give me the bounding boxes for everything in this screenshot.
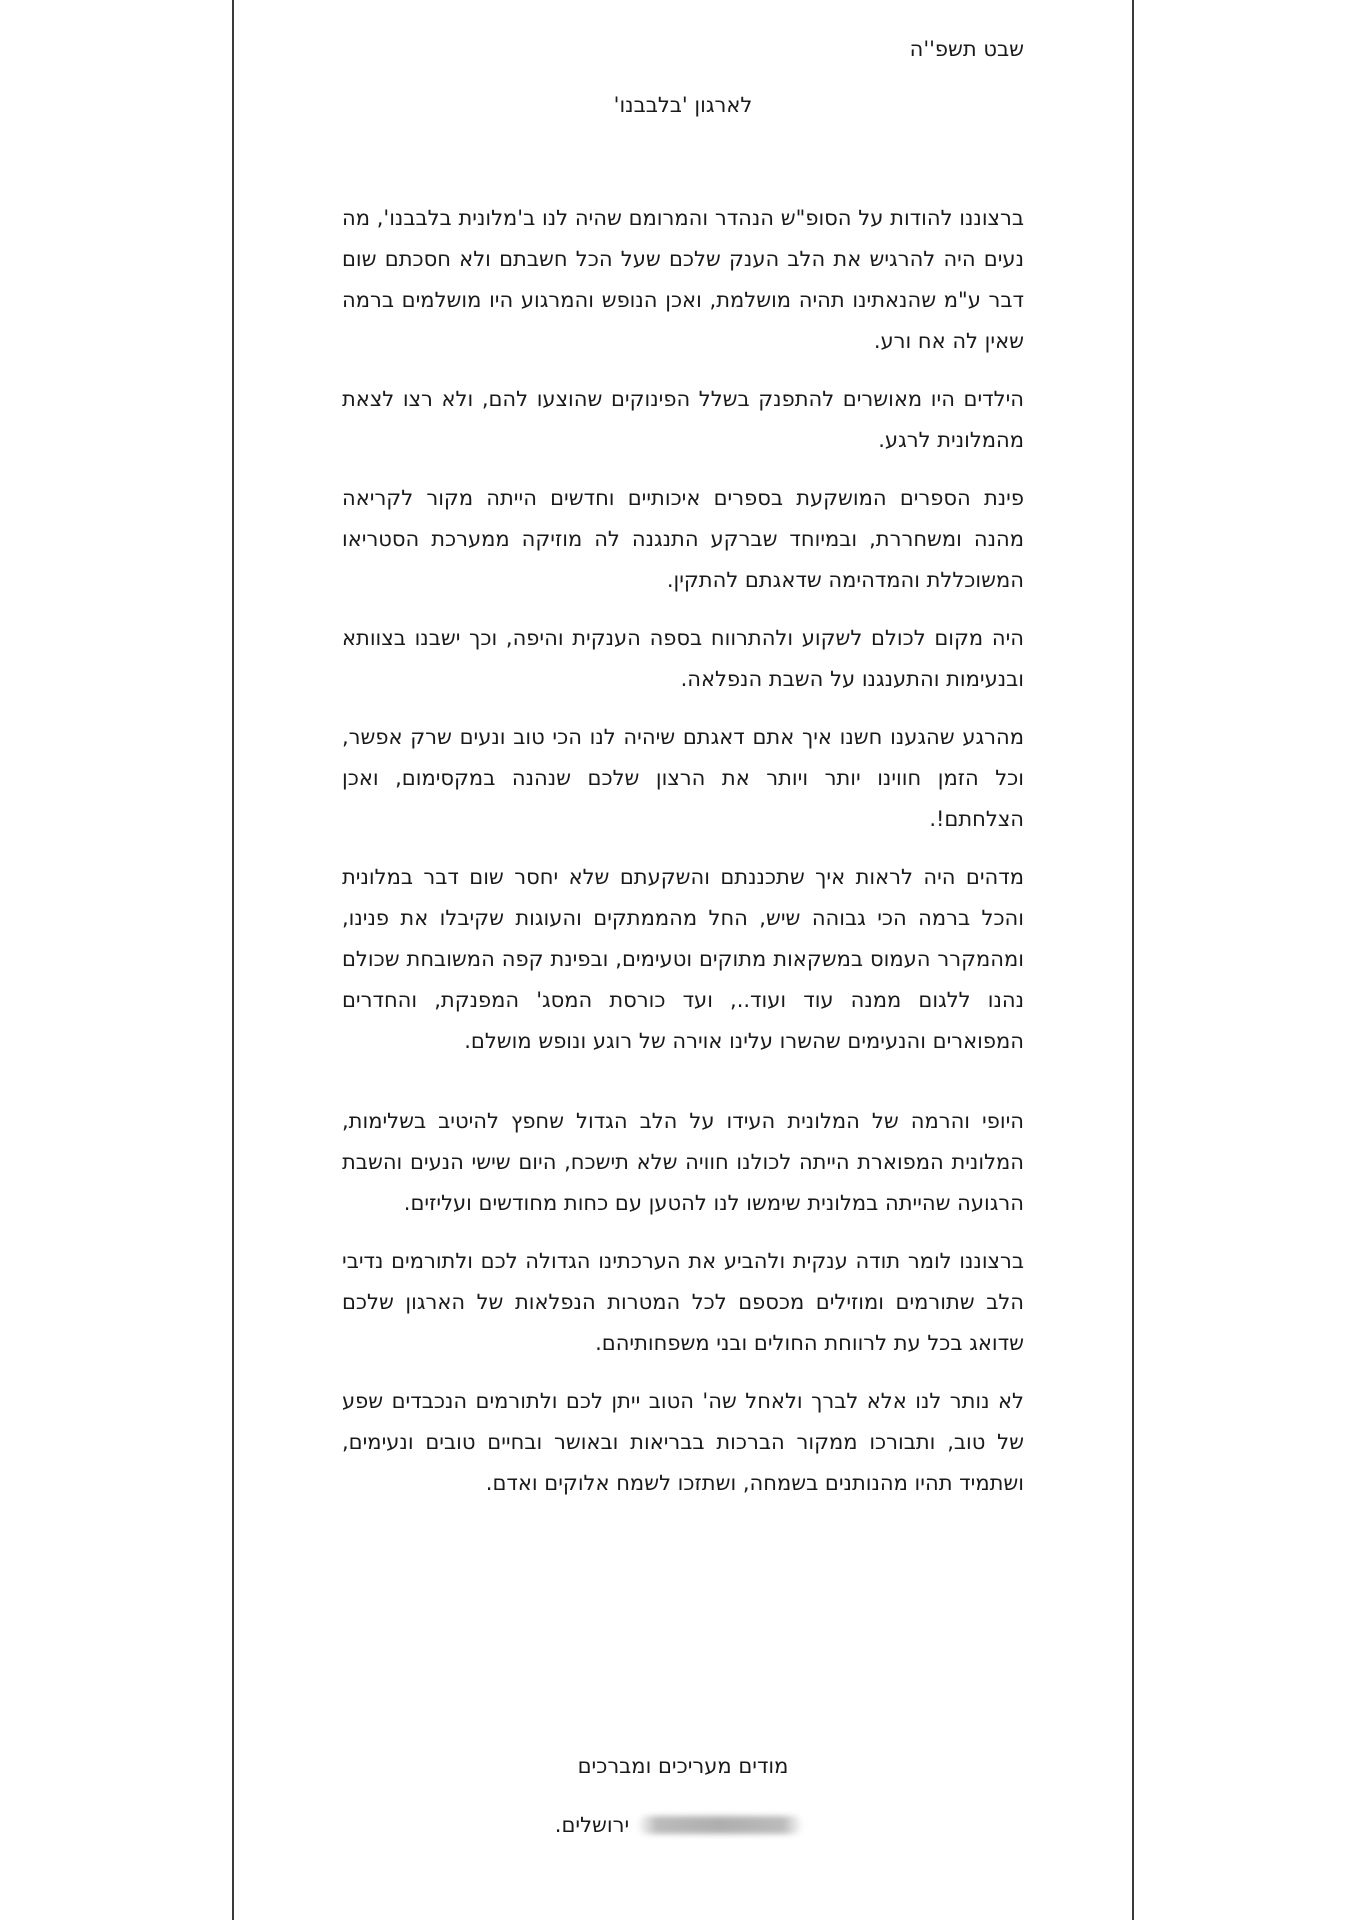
paragraph-thanks-weekend: ברצוננו להודות על הסופ"ש הנהדר והמרומם שהיה לנו ב'מלונית בלבבנו', מה נעים היה להרגיש את הלב הענק שלכם שעל הכל חשבתם ולא חסכתם שום דבר ע"מ שהנאתינו תהיה מושלמת, ואכן הנופש והמרגוע היו מושלמים ברמה שאין לה אח ורע. (342, 206, 1024, 353)
letter-date: שבט תשפ''ה (909, 37, 1024, 61)
letter-body (342, 198, 1024, 1504)
letter-page (232, 0, 1134, 1920)
paragraph-children: הילדים היו מאושרים להתפנק בשלל הפינוקים שהוצעו להם, ולא רצו לצאת מהמלונית לרגע. (342, 387, 1024, 452)
redacted-family-name (637, 1816, 803, 1834)
letter-addressee: לארגון 'בלבבנו' (613, 93, 753, 117)
paragraph-blessing: לא נותר לנו אלא לברך ולאחל שה' הטוב ייתן לכם ולתורמים הנכבדים שפע של טוב, ותבורכו ממקור הברכות בבריאות ובאושר ובחיים טובים ונעימים, ושתמיד תהיו מהנותנים בשמחה, ושתזכו לשמח אלוקים ואדם. (342, 1389, 1024, 1495)
paragraph-book-corner: פינת הספרים המושקעת בספרים איכותיים וחדשים הייתה מקור לקריאה מהנה ומשחררת, ובמיוחד שברקע התנגנה לה מוזיקה ממערכת הסטריאו המשוכללת והמדהימה שדאגתם להתקין. (342, 486, 1024, 592)
letter-signature (342, 1810, 1024, 1840)
paragraph-arrival: מהרגע שהגענו חשנו איך אתם דאגתם שיהיה לנו הכי טוב ונעים שרק אפשר, וכל הזמן חווינו יותר ויותר את הרצון שלכם שנהנה במקסימום, ואכן הצלחתם!. (342, 725, 1024, 831)
paragraph-amenities: מדהים היה לראות איך שתכננתם והשקעתם שלא יחסר שום דבר במלונית והכל ברמה הכי גבוהה שיש, החל מהממתקים והעוגות שקיבלו את פנינו, ומהמקרר העמוס במשקאות מתוקים וטעימים, ובפינת קפה המשובחת שכולם נהנו ללגום ממנה עוד ועוד.., ועד כורסת המסג' המפנקת, והחדרים המפוארים והנעימים שהשרו עלינו אוירה של רוגע ונופש מושלם. (342, 865, 1024, 1053)
paragraph-beauty: היופי והרמה של המלונית העידו על הלב הגדול שחפץ להיטיב בשלימות, המלונית המפוארת הייתה לכולנו חוויה שלא תישכח, היום שישי הנעים והשבת הרגועה שהייתה במלונית שימשו לנו להטען עם כחות מחודשים ועליזים. (342, 1109, 1024, 1215)
signature-city: ירושלים. (554, 1813, 630, 1837)
letter-closing: מודים מעריכים ומברכים (577, 1754, 789, 1778)
paragraph-donors: ברצוננו לומר תודה ענקית ולהביע את הערכתינו הגדולה לכם ולתורמים נדיבי הלב שתורמים ומוזילים מכספם לכל המטרות הנפלאות של הארגון שלכם שדואג בכל עת לרווחת החולים ובני משפחותיהם. (342, 1249, 1024, 1355)
paragraph-sofa: היה מקום לכולם לשקוע ולהתרווח בספה הענקית והיפה, וכך ישבנו בצוותא ובנעימות והתענגנו על השבת הנפלאה. (342, 626, 1024, 691)
